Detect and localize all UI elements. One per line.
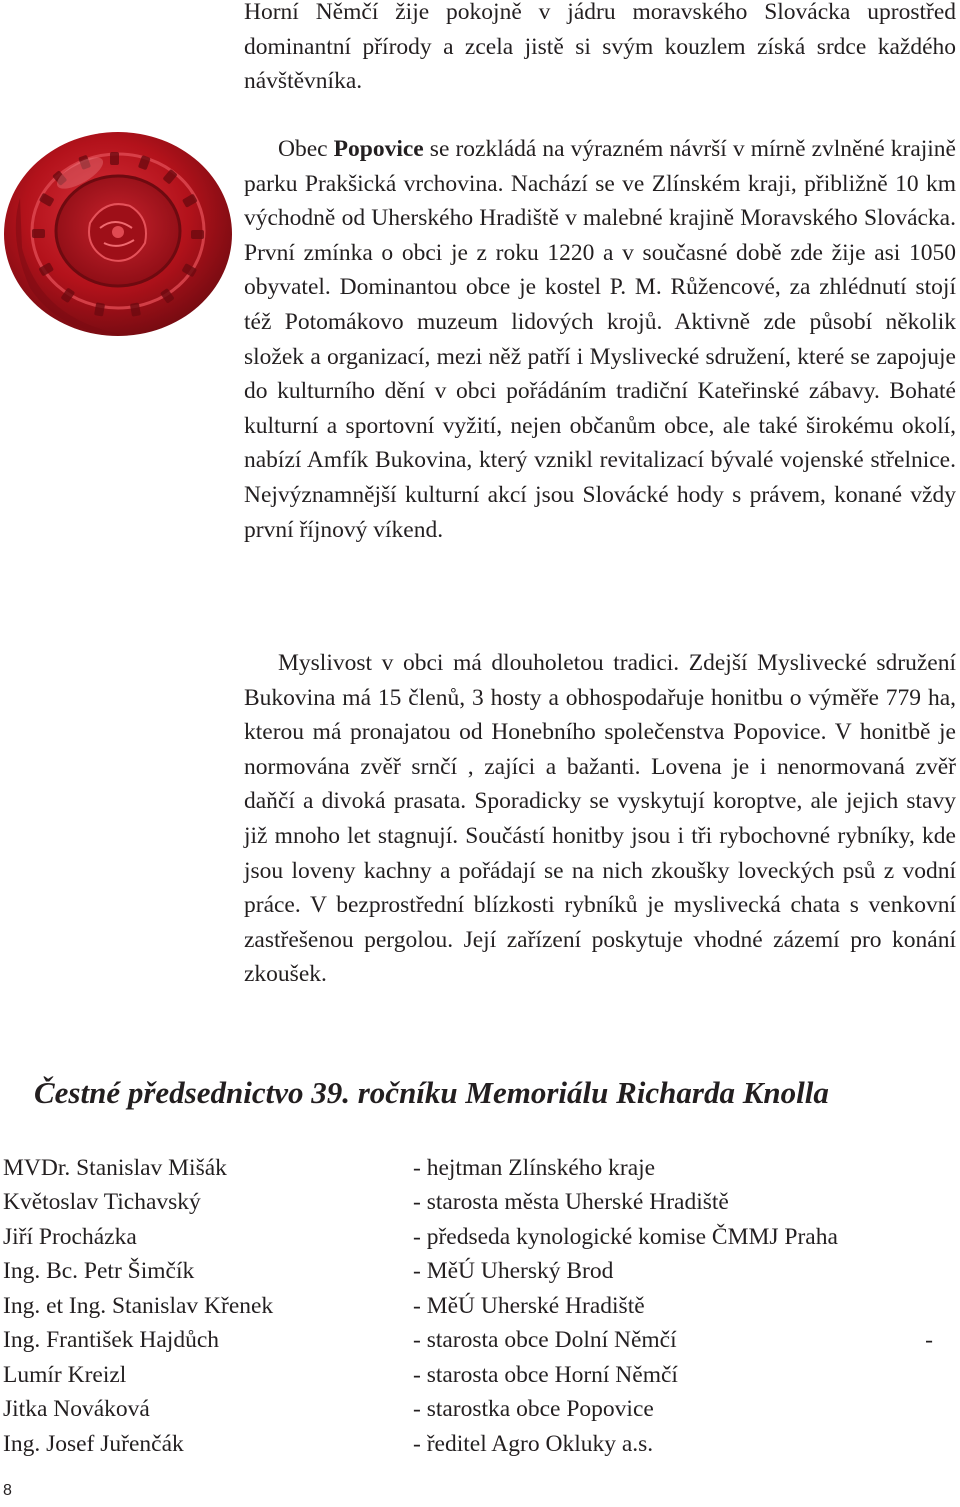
member-role: - starostka obce Popovice <box>413 1396 654 1423</box>
trailing-dash: - <box>925 1327 933 1354</box>
presidium-list <box>3 1151 953 1462</box>
intro-paragraph: Horní Němčí žije pokojně v jádru moravského Slovácka uprostřed dominantní přírody a zcela jistě si svým kouzlem získá srdce každého návštěvníka. <box>244 0 956 95</box>
member-name: Ing. Bc. Petr Šimčík <box>3 1258 195 1285</box>
popovice-village-name: Popovice <box>333 136 424 162</box>
hunting-paragraph: Myslivost v obci má dlouholetou tradici. Zdejší Myslivecké sdružení Bukovina má 15 členů, 3 hosty a obhospodařuje honitbu o výměře 779 ha, kterou má pronajatou od Honebního společenstva Popovice. V honitbě je normována zvěř srnčí , zajíci a bažanti. Lovena je i nenormovaná zvěř daňčí a divoká prasata. Sporadicky se vyskytují koroptve, ale jejich stavy již mnoho let stagnují. Součástí honitby jsou i tři rybochovné rybníky, kde jsou loveny kachny a pořádají se na nich zkoušky loveckých psů z vodní práce. V bezprostřední blízkosti rybníků je myslivecká chata s venkovní zastřešenou pergolou. Její zařízení poskytuje vhodné zázemí pro konání zkoušek. <box>244 650 956 988</box>
page-number: 8 <box>3 1482 12 1499</box>
member-role: - starosta obce Horní Němčí <box>413 1361 678 1388</box>
presidium-row <box>3 1289 953 1324</box>
member-name: Květoslav Tichavský <box>3 1189 201 1216</box>
presidium-row <box>3 1393 953 1428</box>
member-name: Lumír Kreizl <box>3 1361 127 1388</box>
presidium-row <box>3 1186 953 1221</box>
popovice-lead: Obec <box>278 136 334 162</box>
member-name: Jitka Nováková <box>3 1396 150 1423</box>
member-role: - ředitel Agro Okluky a.s. <box>413 1430 654 1457</box>
member-role: - starosta obce Dolní Němčí <box>413 1327 677 1354</box>
member-name: MVDr. Stanislav Mišák <box>3 1154 227 1181</box>
member-name: Ing. Josef Juřenčák <box>3 1430 184 1457</box>
member-name: Jiří Procházka <box>3 1223 137 1250</box>
member-role: - hejtman Zlínského kraje <box>413 1154 656 1181</box>
presidium-row <box>3 1255 953 1290</box>
member-name: Ing. František Hajdůch <box>3 1327 220 1354</box>
member-role: - starosta města Uherské Hradiště <box>413 1189 729 1216</box>
member-role: - MěÚ Uherský Brod <box>413 1258 614 1285</box>
popovice-text: se rozkládá na výrazném návrší v mírně zvlněné krajině parku Prakšická vrchovina. Nachází se ve Zlínském kraji, přibližně 10 km východně od Uherského Hradiště v malebné krajině Moravského Slovácka. První zmínka o obci je z roku 1220 a v současné době zde žije asi 1050 obyvatel. Dominantou obce je kostel P. M. Růžencové, za zhlédnutí stojí též Potomákovo muzeum lidových krojů. Aktivně zde působí několik složek a organizací, mezi něž patří i Myslivecké sdružení, které se zapojuje do kulturního dění v obci pořádáním tradiční Kateřinské zábavy. Bohaté kulturní a sportovní vyžití, nejen občanům obce, ale také širokému okolí, nabízí Amfík Bukovina, který vznikl revitalizací bývalé vojenské střelnice. Nejvýznamnější kulturní akcí jsou Slovácké hody s právem, konané vždy první říjnový víkend. <box>244 136 956 543</box>
presidium-row <box>3 1220 953 1255</box>
presidium-heading: Čestné předsednictvo 39. ročníku Memoriálu Richarda Knolla <box>34 1075 829 1110</box>
member-role: - předseda kynologické komise ČMMJ Praha <box>413 1223 838 1250</box>
wax-seal-image <box>0 128 234 338</box>
member-role-wrapper <box>413 1327 953 1354</box>
member-role: - MěÚ Uherské Hradiště <box>413 1292 645 1319</box>
presidium-row <box>3 1324 953 1359</box>
popovice-paragraph <box>244 132 956 547</box>
member-name: Ing. et Ing. Stanislav Křenek <box>3 1292 274 1319</box>
presidium-row <box>3 1358 953 1393</box>
presidium-row <box>3 1427 953 1462</box>
presidium-row <box>3 1151 953 1186</box>
